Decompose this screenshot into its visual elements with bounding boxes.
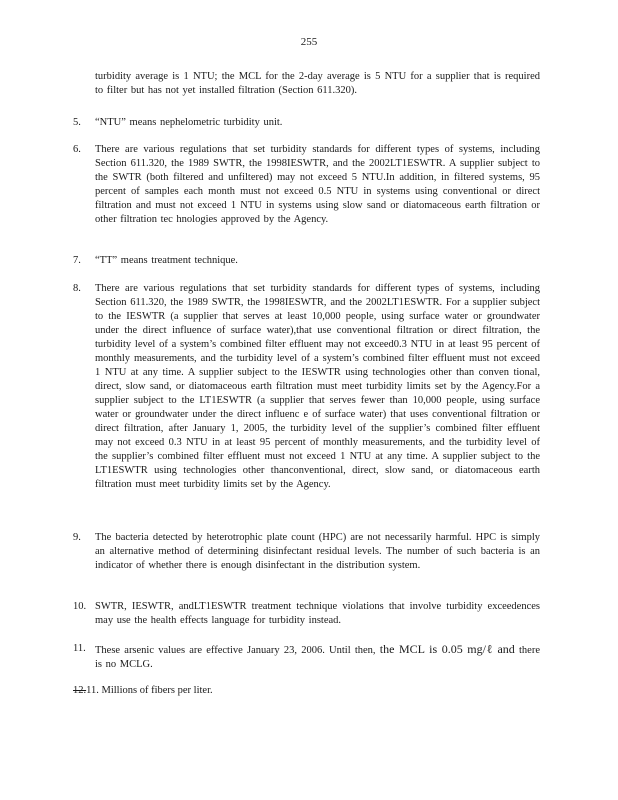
last-item-text: Millions of fibers per liter. bbox=[101, 685, 213, 696]
struck-item-number: 12. bbox=[73, 685, 87, 696]
item-number-6: 6. bbox=[73, 144, 81, 155]
item-number-5: 5. bbox=[73, 117, 81, 128]
item-number-8: 8. bbox=[73, 283, 81, 294]
item-number-11: 11. bbox=[73, 643, 86, 654]
item-number-9: 9. bbox=[73, 532, 81, 543]
item-11-text-before: These arsenic values are effective January 23, 2006. Until then, bbox=[95, 645, 376, 656]
intro-continuation: turbidity average is 1 NTU; the MCL for the 2-day average is 5 NTU for a supplier that is required to filter but has not yet installed filtration (Section 611.320). bbox=[95, 71, 540, 96]
new-item-number: 11. bbox=[86, 685, 99, 696]
item-number-10: 10. bbox=[73, 601, 87, 612]
item-text-10: SWTR, IESWTR, andLT1ESWTR treatment technique violations that involve turbidity exceedences may use the health effects language for turbidity instead. bbox=[95, 601, 540, 626]
item-text-11 bbox=[95, 642, 540, 672]
item-11-mcl-text: the MCL is 0.05 mg/ℓ and bbox=[379, 642, 515, 656]
item-11-text-after: there is no MCLG. bbox=[95, 645, 541, 670]
page-number: 255 bbox=[300, 36, 318, 48]
item-text-5: “NTU” means nephelometric turbidity unit. bbox=[95, 117, 283, 128]
item-number-7: 7. bbox=[73, 255, 81, 266]
item-text-9: The bacteria detected by heterotrophic plate count (HPC) are not necessarily harmful. HPC is simply an alternative method of determining disinfectant residual levels. The number of such bacteria is an indicator of whether there is enough disinfectant in the distribution system. bbox=[95, 532, 540, 571]
last-item bbox=[73, 684, 213, 698]
item-text-8: There are various regulations that set turbidity standards for different types of systems, including Section 611.320, the 1989 SWTR, the 1998IESWTR, and the 2002LT1ESWTR. For a supplier subject to the IESWTR (a supplier that serves at least 10,000 people, using surface water or groundwater under the direct influence of surface water),that use conventional filtration or direct filtration, the turbidity level of a system’s combined filter effluent may not exceed0.3 NTU in at least 95 percent of monthly measurements, and the turbidity level of a system’s combined filter effluent must not exceed 1 NTU at any time. A supplier subject to the IESWTR using technologies other than conven tional, direct, slow sand, or diatomaceous earth filtration must meet turbidity limits set by the Agency.For a supplier subject to the LT1ESWTR (a supplier that serves fewer than 10,000 people, using surface water or groundwater under the direct influenc e of surface water) that uses conventional filtration or direct filtration, after January 1, 2005, the turbidity level of the supplier’s combined filter effluent may not exceed 0.3 NTU in at least 95 percent of monthly measurements, and the turbidity level of the supplier’s combined filter effluent must not exceed 1 NTU at any time. A supplier subject to the LT1ESWTR using technologies other thanconventional, direct, slow sand, or diatomaceous earth filtration must meet turbidity limits set by the Agency. bbox=[95, 283, 540, 490]
item-text-7: “TT” means treatment technique. bbox=[95, 255, 238, 266]
item-text-6: There are various regulations that set turbidity standards for different types of systems, including Section 611.320, the 1989 SWTR, the 1998IESWTR, and the 2002LT1ESWTR. A supplier subject to the SWTR (both filtered and unfiltered) may not exceed 5 NTU.In addition, in filtered systems, 95 percent of samples each month must not exceed 0.5 NTU in systems using conventional or direct filtration and must not exceed 1 NTU in systems using slow sand or diatomaceous earth filtration or other filtration tec hnologies approved by the Agency. bbox=[95, 144, 540, 225]
